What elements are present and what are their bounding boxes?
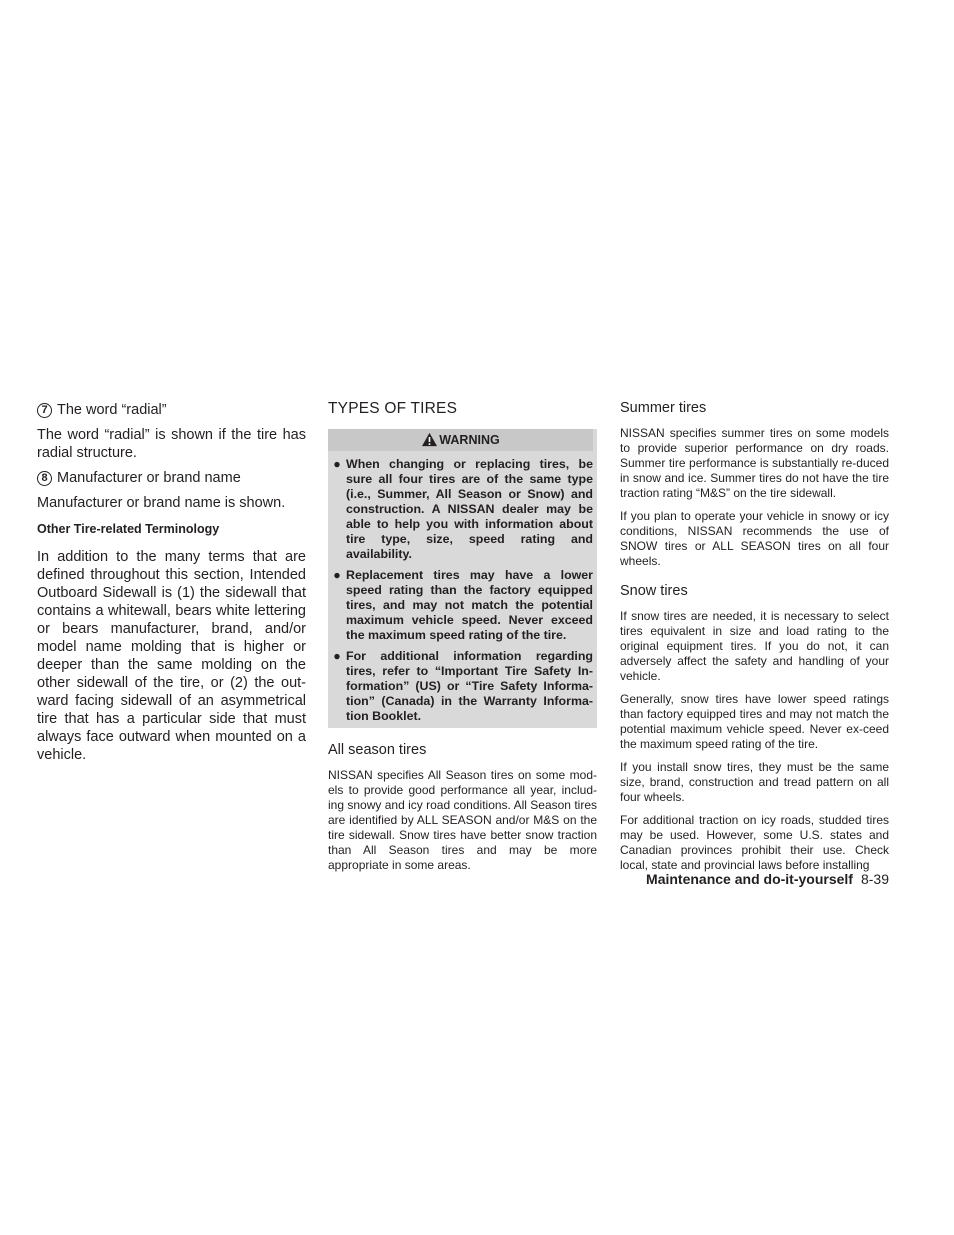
- page-number: 8-39: [860, 871, 889, 887]
- item-7-description: The word “radial” is shown if the tire has radial structure.: [37, 427, 306, 461]
- warning-bullet-text: Replacement tires may have a lower speed rating than the factory equipped tires, and may not match the potential maximum vehicle speed. Never exceed the maximum speed rating of the tire.: [346, 568, 593, 642]
- column-left: [37, 400, 306, 770]
- snow-heading: Snow tires: [620, 583, 688, 599]
- snow-paragraph-2: Generally, snow tires have lower speed ratings than factory equipped tires and may not match the potential maximum vehicle speed. Never ex-ceed the maximum speed rating of the tire.: [620, 692, 889, 751]
- terminology-heading: Other Tire-related Terminology: [37, 522, 220, 536]
- summer-paragraph-2: If you plan to operate your vehicle in snowy or icy conditions, NISSAN recommends the use of SNOW tires or ALL SEASON tires on all four wheels.: [620, 509, 889, 568]
- page-footer: [620, 871, 889, 887]
- warning-bullet-3: [328, 649, 593, 724]
- snow-paragraph-3: If you install snow tires, they must be the same size, brand, construction and tread pattern on all four wheels.: [620, 760, 889, 804]
- footer-section: Maintenance and do-it-yourself: [646, 871, 853, 887]
- number-7-icon: 7: [37, 403, 52, 418]
- snow-paragraph-1: If snow tires are needed, it is necessary to select tires equivalent in size and load rating to the original equipment tires. If you do not, it can adversely affect the safety and handling of your vehicle.: [620, 609, 889, 683]
- warning-label: WARNING: [439, 432, 500, 447]
- warning-bullet-1: [328, 457, 593, 562]
- summer-heading: Summer tires: [620, 400, 707, 416]
- warning-heading: [328, 429, 593, 451]
- item-7-label: The word “radial”: [57, 402, 167, 418]
- item-7-heading: [37, 400, 306, 420]
- number-8-icon: 8: [37, 471, 52, 486]
- snow-paragraph-4: For additional traction on icy roads, studded tires may be used. However, some U.S. states and Canadian provinces prohibit their use. Check local, state and provincial laws before installing: [620, 813, 889, 872]
- item-8-label: Manufacturer or brand name: [57, 470, 241, 486]
- section-title: TYPES OF TIRES: [328, 400, 458, 417]
- bullet-icon: ●: [333, 649, 341, 663]
- all-season-heading: All season tires: [328, 742, 427, 758]
- all-season-paragraph: NISSAN specifies All Season tires on some mod-els to provide good performance all year, includ-ing snowy and icy road conditions. All Season tires are identified by ALL SEASON and/or M&S on the tire sidewall. Snow tires have better snow traction than All Season tires and may be more appropriate in some areas.: [328, 768, 597, 872]
- column-right: [620, 400, 889, 881]
- bullet-icon: ●: [333, 568, 341, 582]
- warning-triangle-icon: [421, 432, 438, 447]
- warning-box: [328, 429, 597, 728]
- bullet-icon: ●: [333, 457, 341, 471]
- item-8-heading: [37, 468, 306, 488]
- column-middle: [328, 400, 597, 881]
- warning-bullet-text: For additional information regarding tires, refer to “Important Tire Safety In-formation” (US) or “Tire Safety Informa-tion” (Canada) in the Warranty Informa-tion Booklet.: [346, 649, 593, 723]
- summer-paragraph-1: NISSAN specifies summer tires on some models to provide superior performance on dry roads. Summer tire performance is substantially re-duced in snow and ice. Summer tires do not have the tire traction rating “M&S” on the tire sidewall.: [620, 426, 889, 500]
- warning-bullet-text: When changing or replacing tires, be sure all four tires are of the same type (i.e., Summer, All Season or Snow) and construction. A NISSAN dealer may be able to help you with information about tire type, size, speed rating and availability.: [346, 457, 593, 561]
- item-8-description: Manufacturer or brand name is shown.: [37, 495, 286, 511]
- terminology-paragraph: In addition to the many terms that are defined throughout this section, Intended Outboard Sidewall is (1) the sidewall that contains a whitewall, bears white lettering or bears manufacturer, brand, and/or model name molding that is higher or deeper than the same molding on the other sidewall of the tire, or (2) the out-ward facing sidewall of an asymmetrical tire that has a particular side that must always face outward when mounted on a vehicle.: [37, 549, 306, 763]
- warning-bullet-2: [328, 568, 593, 643]
